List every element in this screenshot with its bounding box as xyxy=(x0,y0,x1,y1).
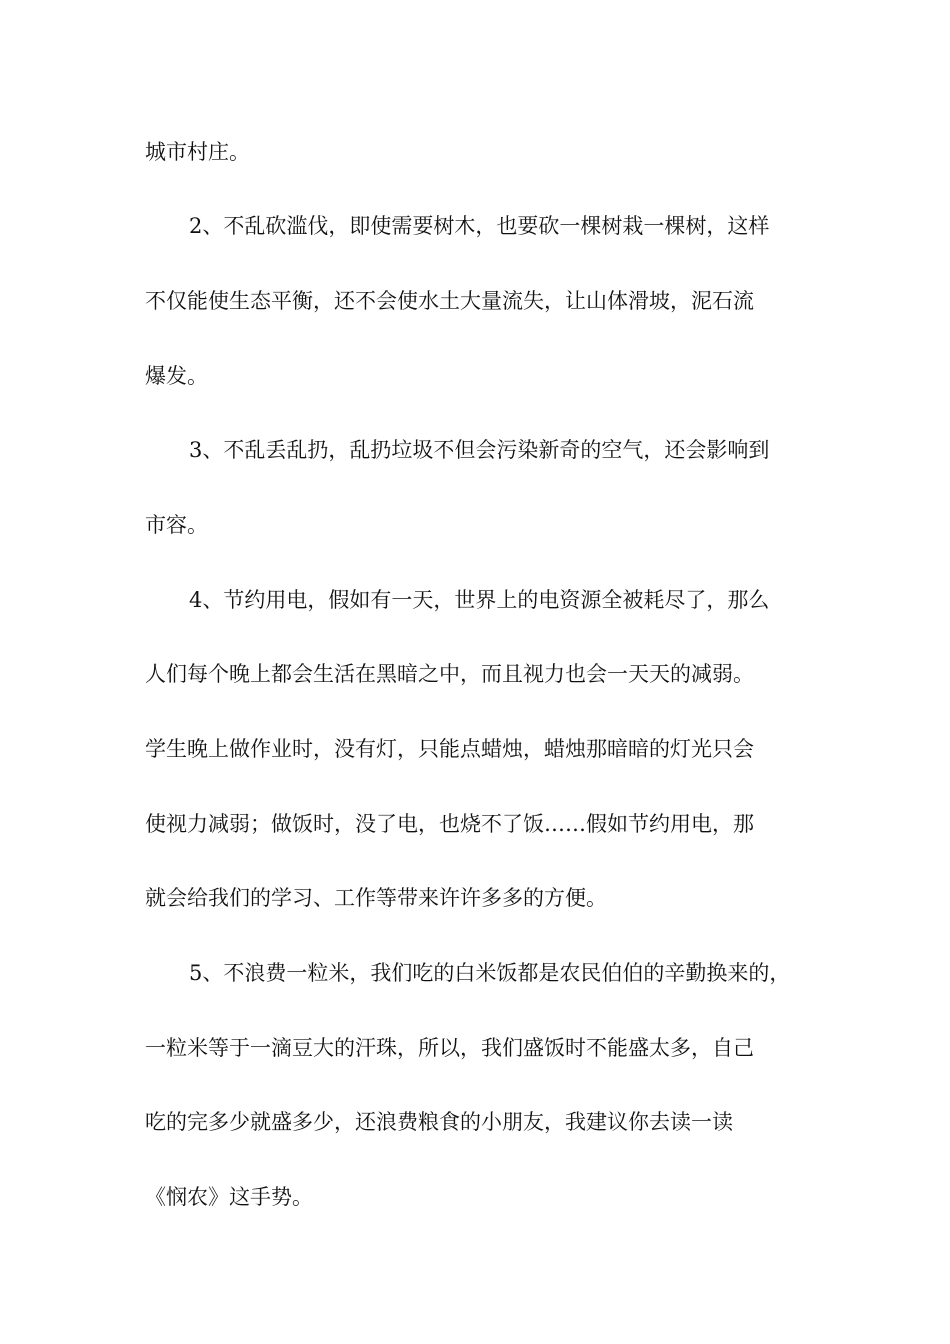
text-line: 爆发。 xyxy=(145,364,208,388)
text-line: 人们每个晚上都会生活在黑暗之中，而且视力也会一天天的减弱。 xyxy=(145,662,754,686)
text-line: 一粒米等于一滴豆大的汗珠，所以，我们盛饭时不能盛太多，自己 xyxy=(145,1036,754,1060)
paragraph-4-line: 4、节约用电，假如有一天，世界上的电资源全被耗尽了，那么 xyxy=(189,588,770,612)
text-line: 使视力减弱；做饭时，没了电，也烧不了饭……假如节约用电，那 xyxy=(145,812,754,836)
text-line: 市容。 xyxy=(145,513,208,537)
paragraph-2-line: 2、不乱砍滥伐，即使需要树木，也要砍一棵树栽一棵树，这样 xyxy=(189,214,770,238)
text-line: 学生晚上做作业时，没有灯，只能点蜡烛，蜡烛那暗暗的灯光只会 xyxy=(145,737,754,761)
paragraph-5-line: 5、不浪费一粒米，我们吃的白米饭都是农民伯伯的辛勤换来的， xyxy=(189,961,791,985)
paragraph-3-line: 3、不乱丢乱扔，乱扔垃圾不但会污染新奇的空气，还会影响到 xyxy=(189,438,770,462)
text-line: 城市村庄。 xyxy=(145,140,250,164)
text-line: 《悯农》这手势。 xyxy=(145,1185,313,1209)
text-line: 不仅能使生态平衡，还不会使水土大量流失，让山体滑坡，泥石流 xyxy=(145,289,754,313)
text-line: 就会给我们的学习、工作等带来许许多多的方便。 xyxy=(145,886,607,910)
text-line: 吃的完多少就盛多少，还浪费粮食的小朋友，我建议你去读一读 xyxy=(145,1110,733,1134)
